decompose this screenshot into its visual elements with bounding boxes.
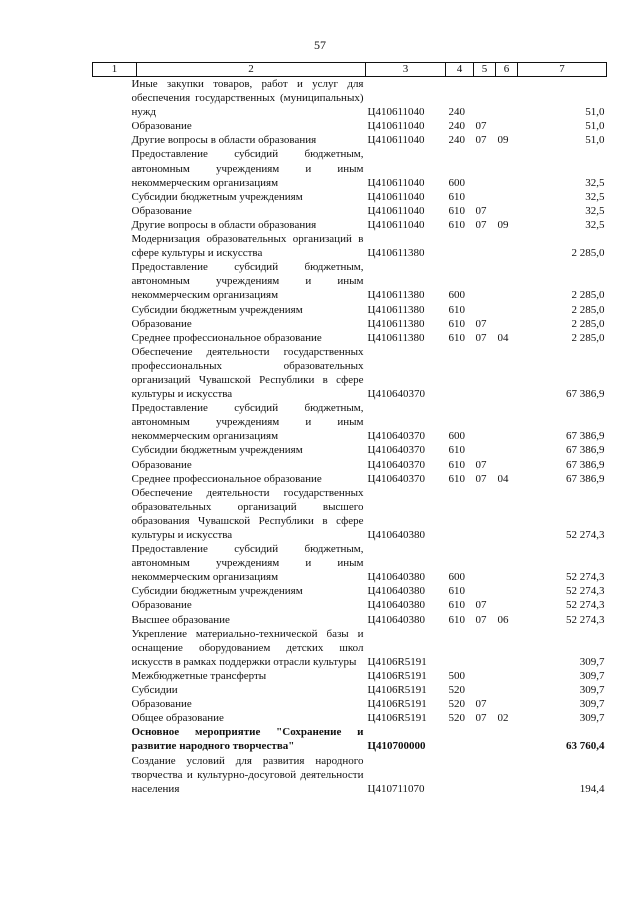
- row-name-text: Предоставление субсидий бюджетным, автономным учреждениям и иным некоммерческим организациям: [131, 261, 364, 302]
- row-name-text: Межбюджетные трансферты: [131, 669, 267, 682]
- row-name-text: Образование: [131, 458, 192, 471]
- row-name-text: Иные закупки товаров, работ и услуг для обеспечения государственных (муниципальных) нужд: [131, 78, 364, 119]
- row-name: [93, 598, 366, 612]
- row-expense-type: [446, 232, 474, 260]
- row-name: [93, 725, 366, 753]
- table-row: [93, 345, 607, 401]
- row-section: 07: [475, 698, 487, 711]
- table-row: [93, 584, 607, 598]
- row-amount: 309,7: [579, 698, 605, 711]
- table-row: [93, 598, 607, 612]
- row-name: [93, 472, 366, 486]
- row-code: Ц410640380: [367, 585, 425, 598]
- row-section: [474, 754, 496, 796]
- row-name-text: Общее образование: [131, 712, 224, 725]
- row-amount: 309,7: [579, 712, 605, 725]
- row-amount: 2 285,0: [571, 317, 605, 330]
- row-code: Ц410640370: [367, 444, 425, 457]
- row-code: Ц410611380: [367, 317, 425, 330]
- row-amount: 2 285,0: [571, 303, 605, 316]
- row-section: 07: [475, 458, 487, 471]
- row-subsection: [496, 486, 518, 542]
- row-code: Ц410640380: [367, 599, 425, 612]
- row-amount: 67 386,9: [566, 430, 605, 443]
- row-name-text: Субсидии бюджетным учреждениям: [131, 303, 303, 316]
- row-name-text: Образование: [131, 599, 192, 612]
- row-subsection: 02: [497, 712, 509, 725]
- row-name-text: Субсидии бюджетным учреждениям: [131, 585, 303, 598]
- row-expense-type: 240: [448, 120, 465, 133]
- row-code: Ц410700000: [367, 740, 426, 753]
- row-subsection: [496, 584, 518, 598]
- row-section: [474, 190, 496, 204]
- row-name: [93, 613, 366, 627]
- row-expense-type: 610: [448, 303, 465, 316]
- header-cell: 3: [366, 63, 446, 77]
- row-amount: 51,0: [585, 120, 605, 133]
- row-code: Ц4106R5191: [367, 712, 427, 725]
- row-code: Ц410640380: [367, 613, 425, 626]
- table-row: [93, 697, 607, 711]
- row-name-text: Субсидии бюджетным учреждениям: [131, 444, 303, 457]
- table-row: [93, 472, 607, 486]
- row-section: [474, 725, 496, 753]
- row-section: 07: [475, 218, 487, 231]
- row-code: Ц410611380: [367, 331, 425, 344]
- row-amount: 52 274,3: [566, 571, 605, 584]
- row-subsection: [496, 754, 518, 796]
- row-code: Ц410640370: [367, 388, 425, 401]
- row-code: Ц410711070: [367, 782, 425, 795]
- row-expense-type: [446, 754, 474, 796]
- row-section: 07: [475, 599, 487, 612]
- table-row: [93, 77, 607, 120]
- row-section: 07: [475, 712, 487, 725]
- row-amount: 51,0: [585, 106, 605, 119]
- header-cell: 2: [137, 63, 366, 77]
- row-subsection: 09: [497, 134, 509, 147]
- row-subsection: [496, 345, 518, 401]
- page-number: 57: [314, 38, 326, 52]
- row-subsection: [496, 598, 518, 612]
- row-code: Ц410611380: [367, 303, 425, 316]
- row-name-text: Основное мероприятие "Сохранение и развитие народного творчества": [131, 726, 364, 753]
- row-name: [93, 133, 366, 147]
- row-subsection: [496, 317, 518, 331]
- row-amount: 67 386,9: [566, 444, 605, 457]
- row-section: 07: [475, 613, 487, 626]
- row-code: Ц410611040: [367, 190, 425, 203]
- row-amount: 51,0: [585, 134, 605, 147]
- row-expense-type: 240: [448, 134, 465, 147]
- row-name-text: Субсидии: [131, 684, 178, 697]
- row-expense-type: 520: [448, 684, 465, 697]
- row-name-text: Предоставление субсидий бюджетным, автономным учреждениям и иным некоммерческим организациям: [131, 543, 364, 584]
- row-expense-type: 610: [448, 599, 465, 612]
- row-amount: 309,7: [579, 655, 605, 668]
- row-name-text: Образование: [131, 698, 192, 711]
- budget-table: [92, 62, 607, 796]
- row-code: Ц4106R5191: [367, 669, 427, 682]
- row-code: Ц4106R5191: [367, 655, 427, 668]
- row-subsection: 06: [497, 613, 509, 626]
- row-section: 07: [475, 120, 487, 133]
- row-name: [93, 232, 366, 260]
- table-row: [93, 260, 607, 302]
- table-row: [93, 725, 607, 753]
- row-code: Ц410611040: [367, 134, 425, 147]
- header-cell: 1: [93, 63, 137, 77]
- row-section: 07: [475, 331, 487, 344]
- row-subsection: [496, 119, 518, 133]
- row-amount: 32,5: [585, 204, 605, 217]
- row-name-text: Среднее профессиональное образование: [131, 331, 322, 344]
- row-expense-type: 610: [448, 585, 465, 598]
- table-row: [93, 401, 607, 443]
- row-expense-type: 610: [448, 218, 465, 231]
- row-name-text: Обеспечение деятельности государственных профессиональных образовательных организаций Чувашской Республики в сфере культуры и искусства: [131, 345, 364, 401]
- row-name: [93, 711, 366, 725]
- table-row: [93, 486, 607, 542]
- row-name: [93, 584, 366, 598]
- row-amount: 67 386,9: [566, 458, 605, 471]
- row-section: [474, 683, 496, 697]
- row-section: [474, 303, 496, 317]
- row-expense-type: 500: [448, 669, 465, 682]
- row-expense-type: 610: [448, 458, 465, 471]
- table-row: [93, 317, 607, 331]
- table-row: [93, 133, 607, 147]
- row-section: [474, 77, 496, 120]
- header-cell: 7: [518, 63, 607, 77]
- row-name: [93, 542, 366, 584]
- row-amount: 67 386,9: [566, 472, 605, 485]
- row-code: Ц410611040: [367, 106, 425, 119]
- row-expense-type: [446, 725, 474, 753]
- row-section: 07: [475, 204, 487, 217]
- table-row: [93, 119, 607, 133]
- row-name: [93, 401, 366, 443]
- row-amount: 309,7: [579, 669, 605, 682]
- row-name: [93, 345, 366, 401]
- row-code: Ц410611040: [367, 120, 425, 133]
- row-expense-type: 600: [448, 289, 465, 302]
- table-row: [93, 303, 607, 317]
- row-subsection: [496, 443, 518, 457]
- row-amount: 32,5: [585, 176, 605, 189]
- row-amount: 194,4: [579, 782, 605, 795]
- row-subsection: 04: [497, 472, 509, 485]
- row-expense-type: 600: [448, 176, 465, 189]
- row-name-text: Субсидии бюджетным учреждениям: [131, 190, 303, 203]
- table-body: [93, 77, 607, 796]
- row-name-text: Образование: [131, 317, 192, 330]
- row-subsection: [496, 725, 518, 753]
- row-code: Ц4106R5191: [367, 698, 427, 711]
- row-amount: 32,5: [585, 218, 605, 231]
- row-code: Ц410640370: [367, 430, 425, 443]
- row-section: 07: [475, 134, 487, 147]
- row-name-text: Образование: [131, 120, 192, 133]
- row-code: Ц410611040: [367, 204, 425, 217]
- row-name: [93, 669, 366, 683]
- row-subsection: [496, 147, 518, 189]
- row-section: [474, 232, 496, 260]
- row-subsection: [496, 190, 518, 204]
- table-row: [93, 627, 607, 669]
- row-subsection: [496, 669, 518, 683]
- row-name: [93, 147, 366, 189]
- row-section: [474, 345, 496, 401]
- row-subsection: [496, 542, 518, 584]
- row-subsection: [496, 303, 518, 317]
- table-row: [93, 683, 607, 697]
- row-expense-type: [446, 627, 474, 669]
- row-expense-type: 600: [448, 430, 465, 443]
- table-row: [93, 711, 607, 725]
- row-code: Ц410640370: [367, 458, 425, 471]
- row-name: [93, 303, 366, 317]
- row-section: [474, 627, 496, 669]
- row-code: Ц410611040: [367, 176, 425, 189]
- row-name-text: Предоставление субсидий бюджетным, автономным учреждениям и иным некоммерческим организациям: [131, 402, 364, 443]
- row-expense-type: 610: [448, 204, 465, 217]
- row-name: [93, 331, 366, 345]
- row-name: [93, 443, 366, 457]
- row-code: Ц410611380: [367, 247, 425, 260]
- table-row: [93, 613, 607, 627]
- row-name-text: Высшее образование: [131, 613, 230, 626]
- row-amount: 52 274,3: [566, 585, 605, 598]
- row-name-text: Создание условий для развития народного творчества и культурно-досуговой деятельности населения: [131, 754, 364, 795]
- row-name: [93, 486, 366, 542]
- row-section: [474, 486, 496, 542]
- row-name-text: Другие вопросы в области образования: [131, 218, 317, 231]
- row-name-text: Модернизация образовательных организаций в сфере культуры и искусства: [131, 233, 364, 260]
- row-subsection: [496, 458, 518, 472]
- table-row: [93, 443, 607, 457]
- row-expense-type: [446, 486, 474, 542]
- row-section: [474, 260, 496, 302]
- row-code: Ц410640380: [367, 571, 425, 584]
- row-name: [93, 458, 366, 472]
- table-row: [93, 669, 607, 683]
- row-name: [93, 190, 366, 204]
- row-name: [93, 119, 366, 133]
- row-subsection: [496, 683, 518, 697]
- row-name: [93, 697, 366, 711]
- row-expense-type: 610: [448, 331, 465, 344]
- row-subsection: 09: [497, 218, 509, 231]
- row-expense-type: 610: [448, 472, 465, 485]
- row-name-text: Предоставление субсидий бюджетным, автономным учреждениям и иным некоммерческим организациям: [131, 148, 364, 189]
- row-name: [93, 627, 366, 669]
- row-code: Ц4106R5191: [367, 684, 427, 697]
- row-subsection: [496, 77, 518, 120]
- row-name: [93, 317, 366, 331]
- row-section: [474, 147, 496, 189]
- table-row: [93, 754, 607, 796]
- row-amount: 63 760,4: [566, 740, 605, 753]
- row-expense-type: 520: [448, 712, 465, 725]
- table-header-row: [93, 63, 607, 77]
- table-row: [93, 331, 607, 345]
- row-section: [474, 542, 496, 584]
- row-name: [93, 204, 366, 218]
- header-cell: 6: [496, 63, 518, 77]
- row-subsection: [496, 401, 518, 443]
- table-row: [93, 232, 607, 260]
- row-subsection: [496, 697, 518, 711]
- row-expense-type: 610: [448, 190, 465, 203]
- row-section: 07: [475, 317, 487, 330]
- row-expense-type: 520: [448, 698, 465, 711]
- header-cell: 5: [474, 63, 496, 77]
- row-name-text: Образование: [131, 204, 192, 217]
- row-section: [474, 443, 496, 457]
- row-amount: 52 274,3: [566, 599, 605, 612]
- row-subsection: [496, 627, 518, 669]
- row-name-text: Укрепление материально-технической базы и оснащение оборудованием детских школ искусств в рамках поддержки отрасли культуры: [131, 627, 364, 668]
- row-amount: 67 386,9: [566, 388, 605, 401]
- row-code: Ц410640380: [367, 529, 425, 541]
- row-name: [93, 754, 366, 796]
- row-expense-type: 240: [448, 106, 465, 119]
- row-amount: 32,5: [585, 190, 605, 203]
- row-section: [474, 401, 496, 443]
- row-subsection: 04: [497, 331, 509, 344]
- row-section: [474, 584, 496, 598]
- row-amount: 52 274,3: [566, 613, 605, 626]
- row-expense-type: 610: [448, 317, 465, 330]
- table-row: [93, 147, 607, 189]
- row-section: 07: [475, 472, 487, 485]
- row-amount: 309,7: [579, 684, 605, 697]
- row-subsection: [496, 204, 518, 218]
- header-cell: 4: [446, 63, 474, 77]
- row-amount: 2 285,0: [571, 331, 605, 344]
- table-row: [93, 458, 607, 472]
- table-row: [93, 204, 607, 218]
- row-expense-type: 610: [448, 613, 465, 626]
- row-name: [93, 218, 366, 232]
- row-name-text: Обеспечение деятельности государственных образовательных организаций высшего образования Чувашской Республики в сфере культуры и искусства: [131, 486, 364, 541]
- row-amount: 2 285,0: [571, 289, 605, 302]
- table-row: [93, 190, 607, 204]
- row-amount: 52 274,3: [566, 529, 605, 541]
- row-code: Ц410611040: [367, 218, 425, 231]
- row-name: [93, 260, 366, 302]
- row-name-text: Другие вопросы в области образования: [131, 134, 317, 147]
- row-name: [93, 683, 366, 697]
- row-expense-type: 600: [448, 571, 465, 584]
- row-expense-type: 610: [448, 444, 465, 457]
- table-row: [93, 542, 607, 584]
- row-code: Ц410611380: [367, 289, 425, 302]
- row-amount: 2 285,0: [571, 247, 605, 260]
- row-subsection: [496, 260, 518, 302]
- row-expense-type: [446, 345, 474, 401]
- row-name: [93, 77, 366, 120]
- row-code: Ц410640370: [367, 472, 425, 485]
- row-section: [474, 669, 496, 683]
- row-subsection: [496, 232, 518, 260]
- row-name-text: Среднее профессиональное образование: [131, 472, 322, 485]
- table-row: [93, 218, 607, 232]
